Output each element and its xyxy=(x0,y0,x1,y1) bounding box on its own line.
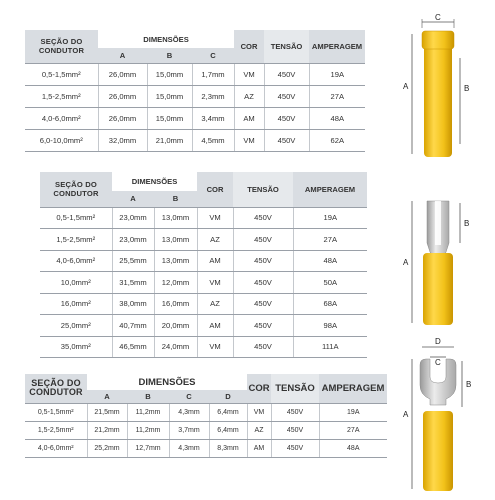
table-cell: 1,5-2,5mm² xyxy=(25,421,87,439)
pin-terminal-diagram xyxy=(398,195,478,330)
table-cell: 6,0-10,0mm² xyxy=(25,129,98,151)
table-cell: 1,5-2,5mm² xyxy=(25,85,98,107)
table-cell: AZ xyxy=(197,229,233,251)
table-cell: 4,3mm xyxy=(169,403,209,421)
pin-body xyxy=(423,253,453,325)
header-dimensoes: DIMENSÕES xyxy=(131,177,178,186)
table-cell: 1,5-2,5mm² xyxy=(40,229,112,251)
table-cell: AZ xyxy=(247,421,271,439)
table-row xyxy=(40,336,367,358)
table-spade-terminal xyxy=(25,374,387,458)
table-cell: VM xyxy=(197,272,233,294)
table-cell: 6,4mm xyxy=(209,421,247,439)
table-cell: 4,5mm xyxy=(192,129,234,151)
table-cell: 16,0mm xyxy=(154,293,197,315)
table-cell: 6,4mm xyxy=(209,403,247,421)
table-cell: 15,0mm xyxy=(147,63,192,85)
table-cell: 27A xyxy=(293,229,367,251)
header-dim-b: B xyxy=(127,390,169,403)
table-row xyxy=(25,129,365,151)
table-cell: VM xyxy=(234,63,264,85)
table-row xyxy=(40,250,367,272)
table-cell: 11,2mm xyxy=(127,421,169,439)
table-cell: 2,3mm xyxy=(192,85,234,107)
dim-label-d: D xyxy=(435,337,441,346)
table-cell: 31,5mm xyxy=(112,272,154,294)
table-cell: 450V xyxy=(233,250,293,272)
header-dim-a: A xyxy=(98,48,147,63)
table-cell: 25,0mm² xyxy=(40,315,112,337)
table-cell: 48A xyxy=(319,439,387,457)
table-cell: 450V xyxy=(233,293,293,315)
table-row xyxy=(40,207,367,229)
table-row xyxy=(25,421,387,439)
table-row xyxy=(25,63,365,85)
header-tensao: TENSÃO xyxy=(233,172,293,207)
butt-connector-body xyxy=(424,31,452,157)
table-cell: 450V xyxy=(233,229,293,251)
table-cell: 3,7mm xyxy=(169,421,209,439)
table-cell: 450V xyxy=(264,85,309,107)
table-cell: 10,0mm² xyxy=(40,272,112,294)
table-cell: 27A xyxy=(319,421,387,439)
table-cell: 27A xyxy=(309,85,365,107)
table-cell: 0,5-1,5mm² xyxy=(25,63,98,85)
table-cell: 62A xyxy=(309,129,365,151)
table-row xyxy=(40,315,367,337)
table-cell: 38,0mm xyxy=(112,293,154,315)
table-cell: 450V xyxy=(264,107,309,129)
table-cell: 25,5mm xyxy=(112,250,154,272)
table-cell: 20,0mm xyxy=(154,315,197,337)
dim-label-a: A xyxy=(403,82,409,91)
table-cell: 11,2mm xyxy=(127,403,169,421)
table-cell: 450V xyxy=(233,336,293,358)
table-cell: 40,7mm xyxy=(112,315,154,337)
header-dim-d: D xyxy=(209,390,247,403)
table-cell: 50A xyxy=(293,272,367,294)
table-cell: 4,0-6,0mm² xyxy=(25,439,87,457)
dim-label-a: A xyxy=(403,410,409,419)
butt-connector-diagram xyxy=(398,14,478,159)
dim-label-b: B xyxy=(464,219,470,228)
header-dim-b: B xyxy=(147,48,192,63)
table-cell: 26,0mm xyxy=(98,107,147,129)
table-cell: 450V xyxy=(233,315,293,337)
dim-label-c: C xyxy=(435,14,441,22)
header-cor: COR xyxy=(234,30,264,63)
table-row xyxy=(40,293,367,315)
table-cell: 19A xyxy=(319,403,387,421)
table-cell: 15,0mm xyxy=(147,85,192,107)
table-cell: 12,7mm xyxy=(127,439,169,457)
table-cell: 111A xyxy=(293,336,367,358)
dim-label-a: A xyxy=(403,258,409,267)
table-cell: 13,0mm xyxy=(154,207,197,229)
table-row xyxy=(40,229,367,251)
table-cell: 12,0mm xyxy=(154,272,197,294)
table-cell: 35,0mm² xyxy=(40,336,112,358)
table-cell: 24,0mm xyxy=(154,336,197,358)
table-cell: 21,5mm xyxy=(87,403,127,421)
header-dimensoes: DIMENSÕES xyxy=(143,34,189,44)
header-dim-a: A xyxy=(87,390,127,403)
table-row xyxy=(25,439,387,457)
table-cell: 13,0mm xyxy=(154,229,197,251)
header-secao: SEÇÃO DO CONDUTOR xyxy=(25,374,87,403)
header-dimensoes: DIMENSÕES xyxy=(138,376,196,388)
table-cell: 23,0mm xyxy=(112,229,154,251)
table-row xyxy=(25,85,365,107)
header-amperagem: AMPERAGEM xyxy=(293,172,367,207)
table-cell: 450V xyxy=(271,439,319,457)
table-cell: 16,0mm² xyxy=(40,293,112,315)
header-dim-c: C xyxy=(169,390,209,403)
table-cell: 8,3mm xyxy=(209,439,247,457)
table-cell: 19A xyxy=(309,63,365,85)
table-cell: 48A xyxy=(293,250,367,272)
table-cell: AM xyxy=(234,107,264,129)
table-cell: 450V xyxy=(271,403,319,421)
table-cell: VM xyxy=(247,403,271,421)
table-cell: VM xyxy=(197,336,233,358)
table-cell: 25,2mm xyxy=(87,439,127,457)
table-cell: 0,5-1,5mm² xyxy=(25,403,87,421)
table-cell: 32,0mm xyxy=(98,129,147,151)
header-tensao: TENSÃO xyxy=(264,30,309,63)
table-cell: AM xyxy=(197,250,233,272)
table-fork-terminal xyxy=(40,172,367,358)
table-cell: VM xyxy=(234,129,264,151)
table-cell: 450V xyxy=(271,421,319,439)
table-cell: 21,2mm xyxy=(87,421,127,439)
table-cell: VM xyxy=(197,207,233,229)
table-cell: AM xyxy=(247,439,271,457)
table-cell: 4,0-6,0mm² xyxy=(40,250,112,272)
table-row xyxy=(25,403,387,421)
table-cell: 4,0-6,0mm² xyxy=(25,107,98,129)
header-secao: SEÇÃO DO CONDUTOR xyxy=(40,172,112,207)
table-cell: 23,0mm xyxy=(112,207,154,229)
dim-label-b: B xyxy=(464,84,470,93)
header-tensao: TENSÃO xyxy=(271,374,319,403)
butt-connector-top-sleeve xyxy=(422,31,454,49)
table-cell: 1,7mm xyxy=(192,63,234,85)
dim-label-b: B xyxy=(466,380,472,389)
header-dim-c: C xyxy=(192,48,234,63)
table-cell: 68A xyxy=(293,293,367,315)
spade-terminal-diagram xyxy=(398,335,480,495)
table-cell: 21,0mm xyxy=(147,129,192,151)
table-cell: 13,0mm xyxy=(154,250,197,272)
header-amperagem: AMPERAGEM xyxy=(309,30,365,63)
table-cell: 450V xyxy=(233,272,293,294)
table-cell: 26,0mm xyxy=(98,85,147,107)
header-cor: COR xyxy=(197,172,233,207)
table-butt-connector xyxy=(25,30,365,152)
table-cell: 4,3mm xyxy=(169,439,209,457)
header-dim-a: A xyxy=(112,191,154,207)
header-amperagem: AMPERAGEM xyxy=(319,374,387,403)
table-cell: 450V xyxy=(264,129,309,151)
table-cell: 3,4mm xyxy=(192,107,234,129)
table-cell: 48A xyxy=(309,107,365,129)
header-secao: SEÇÃO DO CONDUTOR xyxy=(25,30,98,63)
table-cell: 46,5mm xyxy=(112,336,154,358)
table-cell: 26,0mm xyxy=(98,63,147,85)
table-cell: 15,0mm xyxy=(147,107,192,129)
table-cell: 450V xyxy=(264,63,309,85)
table-cell: 98A xyxy=(293,315,367,337)
table-cell: AZ xyxy=(234,85,264,107)
header-dim-b: B xyxy=(154,191,197,207)
table-row xyxy=(25,107,365,129)
table-cell: 19A xyxy=(293,207,367,229)
table-cell: AZ xyxy=(197,293,233,315)
table-cell: 450V xyxy=(233,207,293,229)
spade-body xyxy=(423,411,453,491)
table-cell: 0,5-1,5mm² xyxy=(40,207,112,229)
table-cell: AM xyxy=(197,315,233,337)
header-cor: COR xyxy=(247,374,271,403)
dim-label-c: C xyxy=(435,358,441,367)
table-row xyxy=(40,272,367,294)
